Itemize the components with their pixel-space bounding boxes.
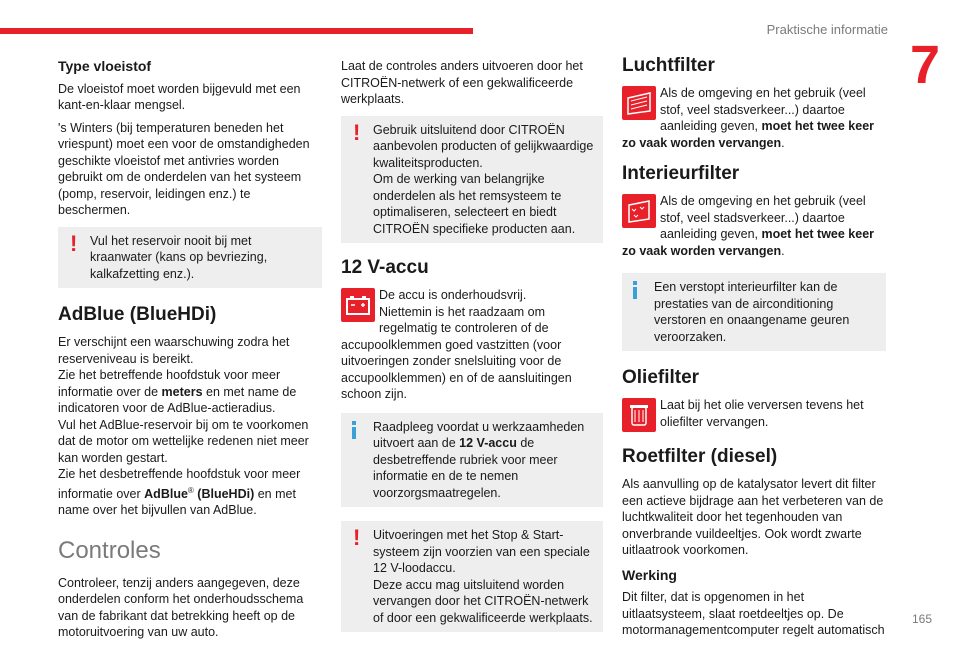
paragraph: Laat de controles anders uitvoeren door het CITROËN-netwerk of een gekwalificeerde werkplaats. [341, 59, 583, 106]
column-1 [58, 52, 322, 647]
column-2 [341, 58, 603, 644]
warning-note: ! Gebruik uitsluitend door CITROËN aanbevolen producten of gelijkwaardige kwaliteitsproducten. Om de werking van belangrijke onderdelen als het remsysteem te optimaliseren, selecteert en biedt CITROËN specifieke producten aan. [341, 116, 603, 244]
paragraph: De vloeistof moet worden bijgevuld met een kant-en-klaar mengsel. [58, 81, 301, 112]
section-header: Praktische informatie [766, 22, 888, 37]
paragraph: Controleer, tenzij anders aangegeven, deze onderdelen conform het onderhoudsschema van de fabrikant dat betrekking heeft op de motoruitvoering van uw auto. [58, 575, 304, 640]
roetfilter-heading: Roetfilter (diesel) [622, 446, 778, 467]
accu-block: De accu is onderhoudsvrij. Niettemin is het raadzaam om regelmatig te controleren of de accupoolklemmen goed vastzitten (voor uitvoeringen zonder snelsluiting voor de accupoolklemmen) en of de aansluitingen schoon zijn. [341, 288, 572, 401]
interieurfilter-heading: Interieurfilter [622, 163, 740, 184]
paragraph: Als aanvulling op de katalysator levert dit filter een actieve bijdrage aan het verbeteren van de luchtkwaliteit door het tegenhouden van onverbrande vuildeeltjes. Ook wordt zwarte uitlaatrook voorkomen. [622, 477, 884, 557]
paragraph: 's Winters (bij temperaturen beneden het vriespunt) moet een voor de omstandigheden geschikte vloeistof met antivries worden gebruikt om de onderdelen van het systeem (pomp, reservoir, leidingen enz.) te beschermen. [58, 120, 310, 217]
battery-icon [341, 288, 375, 322]
warning-note: ! Uitvoeringen met het Stop & Start-systeem zijn voorzien van een speciale 12 V-loodaccu. Deze accu mag uitsluitend worden vervangen door het CITROËN-netwerk of door een gekwalificeerde werkplaats. [341, 521, 603, 632]
column-3: Luchtfilter Als de omgeving en het gebruik (veel stof, veel stadsverkeer...) daartoe aanleiding geven, moet het twee keer zo vaak worden vervangen. Interieurfilter Als de omgeving en het gebruik (veel stof, veel stadsverkeer...) daartoe aanleiding geven, moet het twee keer zo vaak worden vervangen. Een verstopt interieurfilter kan de prestaties van de airconditioning verstoren en onaangename geuren veroorzaken. Oliefilter Laat bij het olie verversen tevens het oliefilter vervangen. Roetfilter (diesel) Als aanvulling op de katalysator levert dit filter een actieve bijdrage aan het verbeteren van de luchtkwaliteit door het tegenhouden van onverbrande vuildeeltjes. Ook wordt zwarte uitlaatrook voorkomen. Werking Dit filter, dat is opgenomen in het uitlaatsysteem, slaat roetdeeltjes op. De motormanagementcomputer regelt automatisch [622, 55, 885, 637]
controles-heading: Controles [58, 536, 161, 564]
adblue-heading: AdBlue (BlueHDi) [58, 304, 217, 325]
type-vloeistof-heading: Type vloeistof [58, 58, 152, 74]
werking-heading: Werking [622, 566, 677, 583]
warning-icon: ! [353, 525, 361, 550]
warning-note [58, 227, 322, 289]
warning-icon: ! [70, 230, 78, 256]
top-accent-bar [0, 28, 473, 34]
info-icon [352, 421, 356, 439]
info-icon [633, 281, 637, 299]
page-number: 165 [911, 612, 932, 626]
warning-icon: ! [353, 119, 361, 145]
chapter-number: 7 [909, 35, 940, 95]
cabin-filter-icon [622, 194, 656, 228]
warning-text: Vul het reservoir nooit bij met kraanwater (kans op bevriezing, kalkafzetting enz.). [90, 233, 268, 281]
paragraph: Dit filter, dat is opgenomen in het uitlaatsysteem, slaat roetdeeltjes op. De motormanagementcomputer regelt automatisch [622, 590, 885, 637]
air-filter-icon [622, 86, 656, 120]
accu-heading: 12 V-accu [341, 257, 429, 278]
info-note: Een verstopt interieurfilter kan de prestaties van de airconditioning verstoren en onaangename geuren veroorzaken. [622, 273, 886, 351]
oil-filter-icon [622, 398, 656, 432]
luchtfilter-heading: Luchtfilter [622, 55, 715, 76]
paragraph: Er verschijnt een waarschuwing zodra het reserveniveau is bereikt. Zie het betreffende hoofdstuk voor meer informatie over de meters en met name de indicatoren voor de AdBlue-actieradius. Vul het AdBlue-reservoir bij om te voorkomen dat de motor om wettelijke redenen niet meer kan worden gestart. Zie het desbetreffende hoofdstuk voor meer informatie over AdBlue® (BlueHDi) en met name over het bijvullen van AdBlue. [58, 335, 309, 518]
info-note: Raadpleeg voordat u werkzaamheden uitvoert aan de 12 V-accu de desbetreffende rubriek voor meer informatie en de te nemen voorzorgsmaatregelen. [341, 413, 603, 508]
oliefilter-heading: Oliefilter [622, 367, 700, 388]
